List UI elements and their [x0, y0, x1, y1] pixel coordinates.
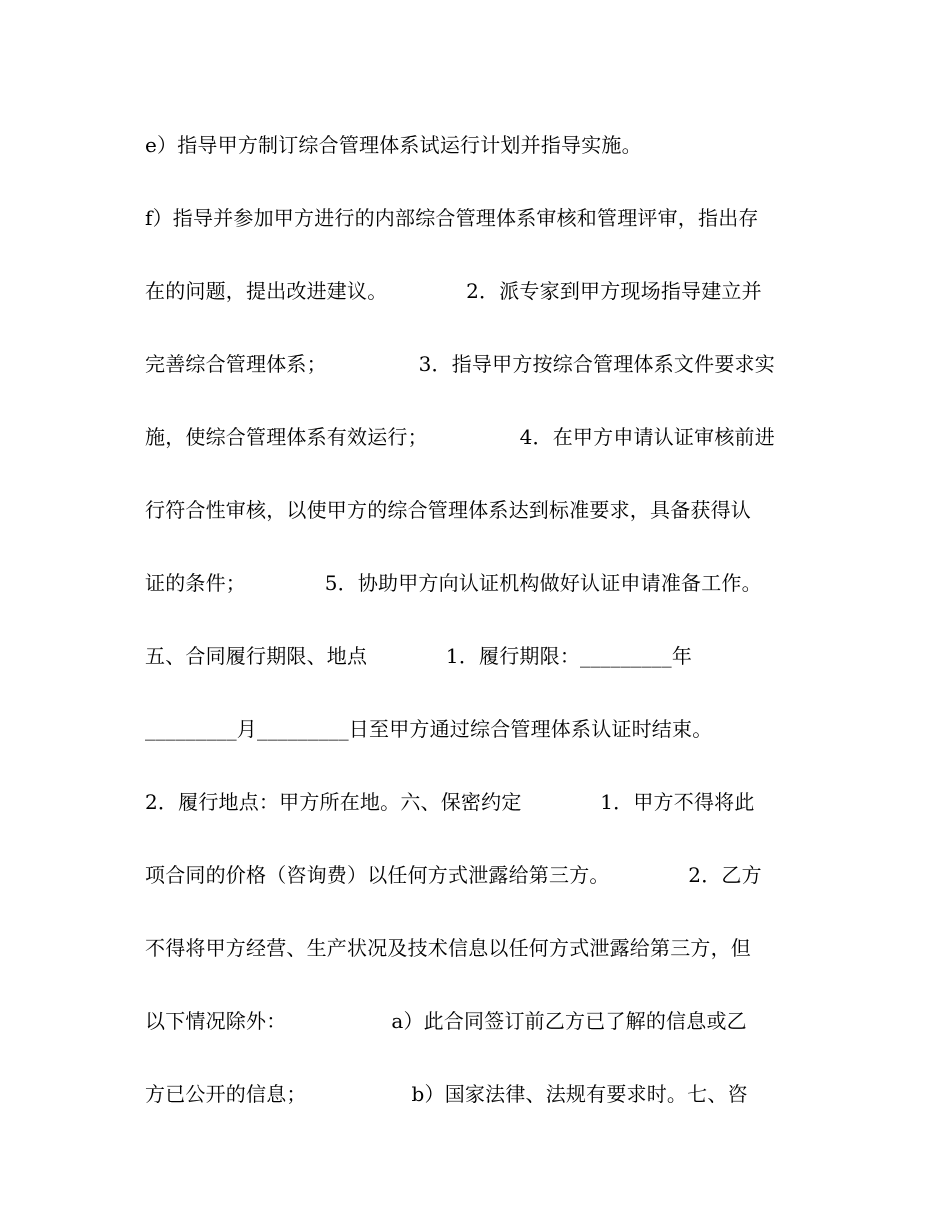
- text-line: 在的问题，提出改进建议。 2．派专家到甲方现场指导建立并: [145, 279, 762, 303]
- text-line: f）指导并参加甲方进行的内部综合管理体系审核和管理评审，指出存: [145, 206, 759, 230]
- text-line: 证的条件； 5．协助甲方向认证机构做好认证申请准备工作。: [145, 571, 762, 595]
- text-line: 方已公开的信息； b）国家法律、法规有要求时。七、咨: [145, 1082, 748, 1106]
- text-line: 项合同的价格（咨询费）以任何方式泄露给第三方。 2．乙方: [145, 863, 762, 887]
- text-line: 2．履行地点：甲方所在地。六、保密约定 1．甲方不得将此: [145, 790, 755, 814]
- text-line: e）指导甲方制订综合管理体系试运行计划并指导实施。: [145, 133, 642, 157]
- text-line: 施，使综合管理体系有效运行； 4．在甲方申请认证审核前进: [145, 425, 775, 449]
- text-line: _________月_________日至甲方通过综合管理体系认证时结束。: [145, 717, 713, 741]
- text-line: 五、合同履行期限、地点 1．履行期限：_________年: [145, 644, 693, 668]
- text-line: 以下情况除外： a）此合同签订前乙方已了解的信息或乙: [145, 1009, 747, 1033]
- text-line: 行符合性审核，以使甲方的综合管理体系达到标准要求，具备获得认: [145, 498, 751, 522]
- text-line: 完善综合管理体系； 3．指导甲方按综合管理体系文件要求实: [145, 352, 775, 376]
- text-line: 不得将甲方经营、生产状况及技术信息以任何方式泄露给第三方，但: [145, 936, 751, 960]
